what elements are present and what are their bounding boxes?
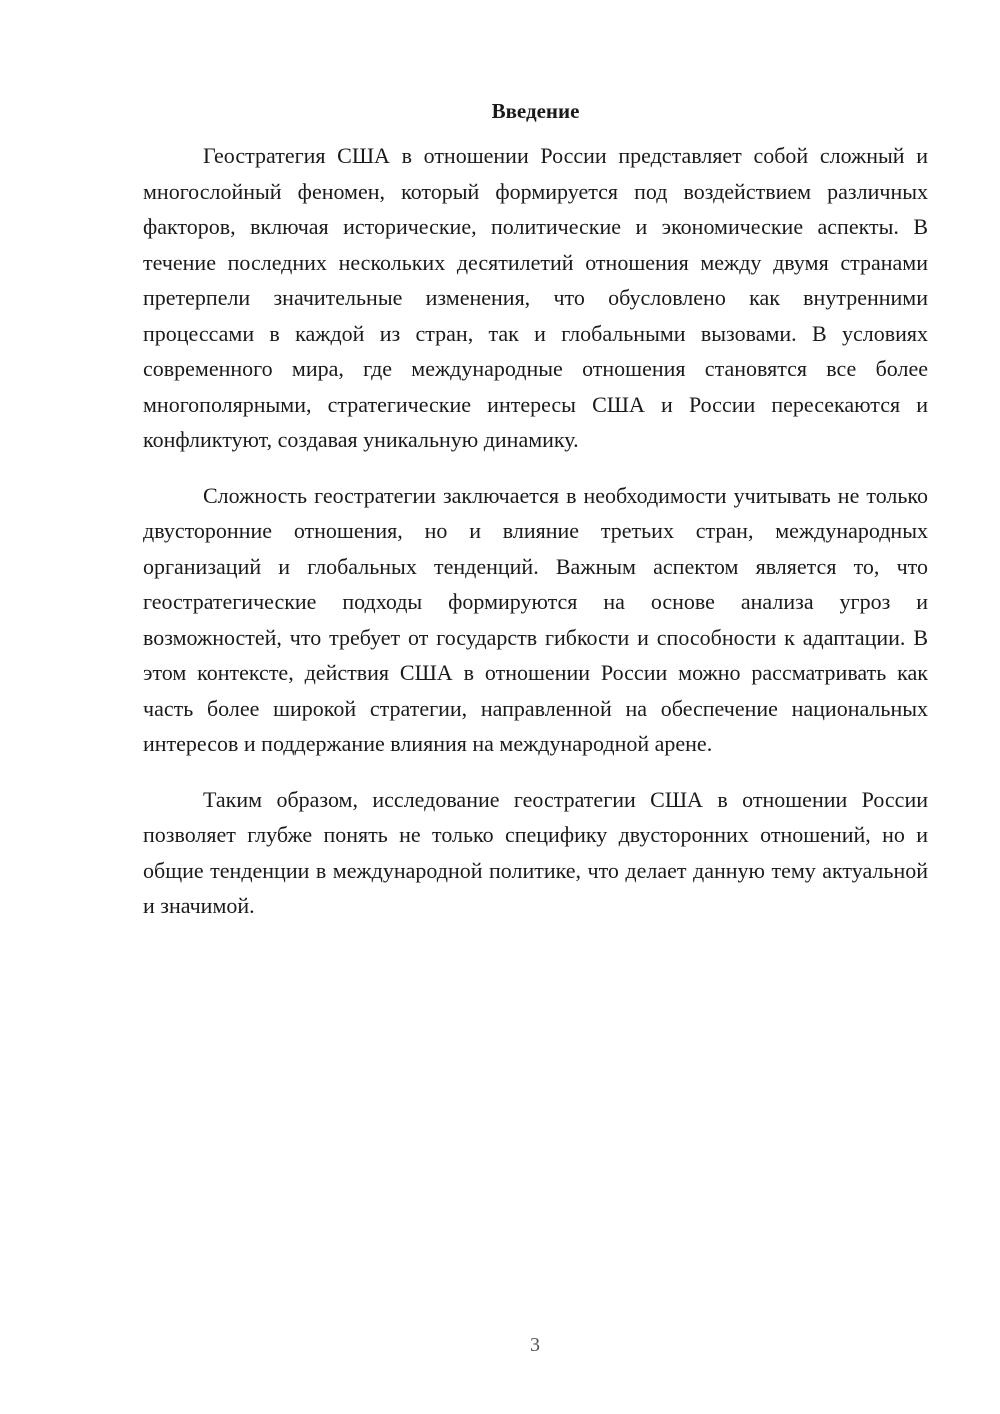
section-heading: Введение [491,99,580,123]
paragraph-2: Сложность геостратегии заключается в необходимости учитывать не только двусторонние отношения, но и влияние третьих стран, международных организаций и глобальных тенденций. Важным аспектом является то, что геостратегические подходы формируются на основе анализа угроз и возможностей, что требует от государств гибкости и способности к адаптации. В этом контексте, действия США в отношении России можно рассматривать как часть более широкой стратегии, направленной на обеспечение национальных интересов и поддержание влияния на международной арене. [143,482,928,756]
paragraph-3: Таким образом, исследование геостратегии США в отношении России позволяет глубже понять не только специфику двусторонних отношений, но и общие тенденции в международной политике, что делает данную тему актуальной и значимой. [143,786,928,918]
page-content [143,96,928,944]
page-number: 3 [530,1334,540,1356]
paragraph-1: Геостратегия США в отношении России представляет собой сложный и многослойный феномен, который формируется под воздействием различных факторов, включая исторические, политические и экономические аспекты. В течение последних нескольких десятилетий отношения между двумя странами претерпели значительные изменения, что обусловлено как внутренними процессами в каждой из стран, так и глобальными вызовами. В условиях современного мира, где международные отношения становятся все более многополярными, стратегические интересы США и России пересекаются и конфликтуют, создавая уникальную динамику. [143,143,928,452]
